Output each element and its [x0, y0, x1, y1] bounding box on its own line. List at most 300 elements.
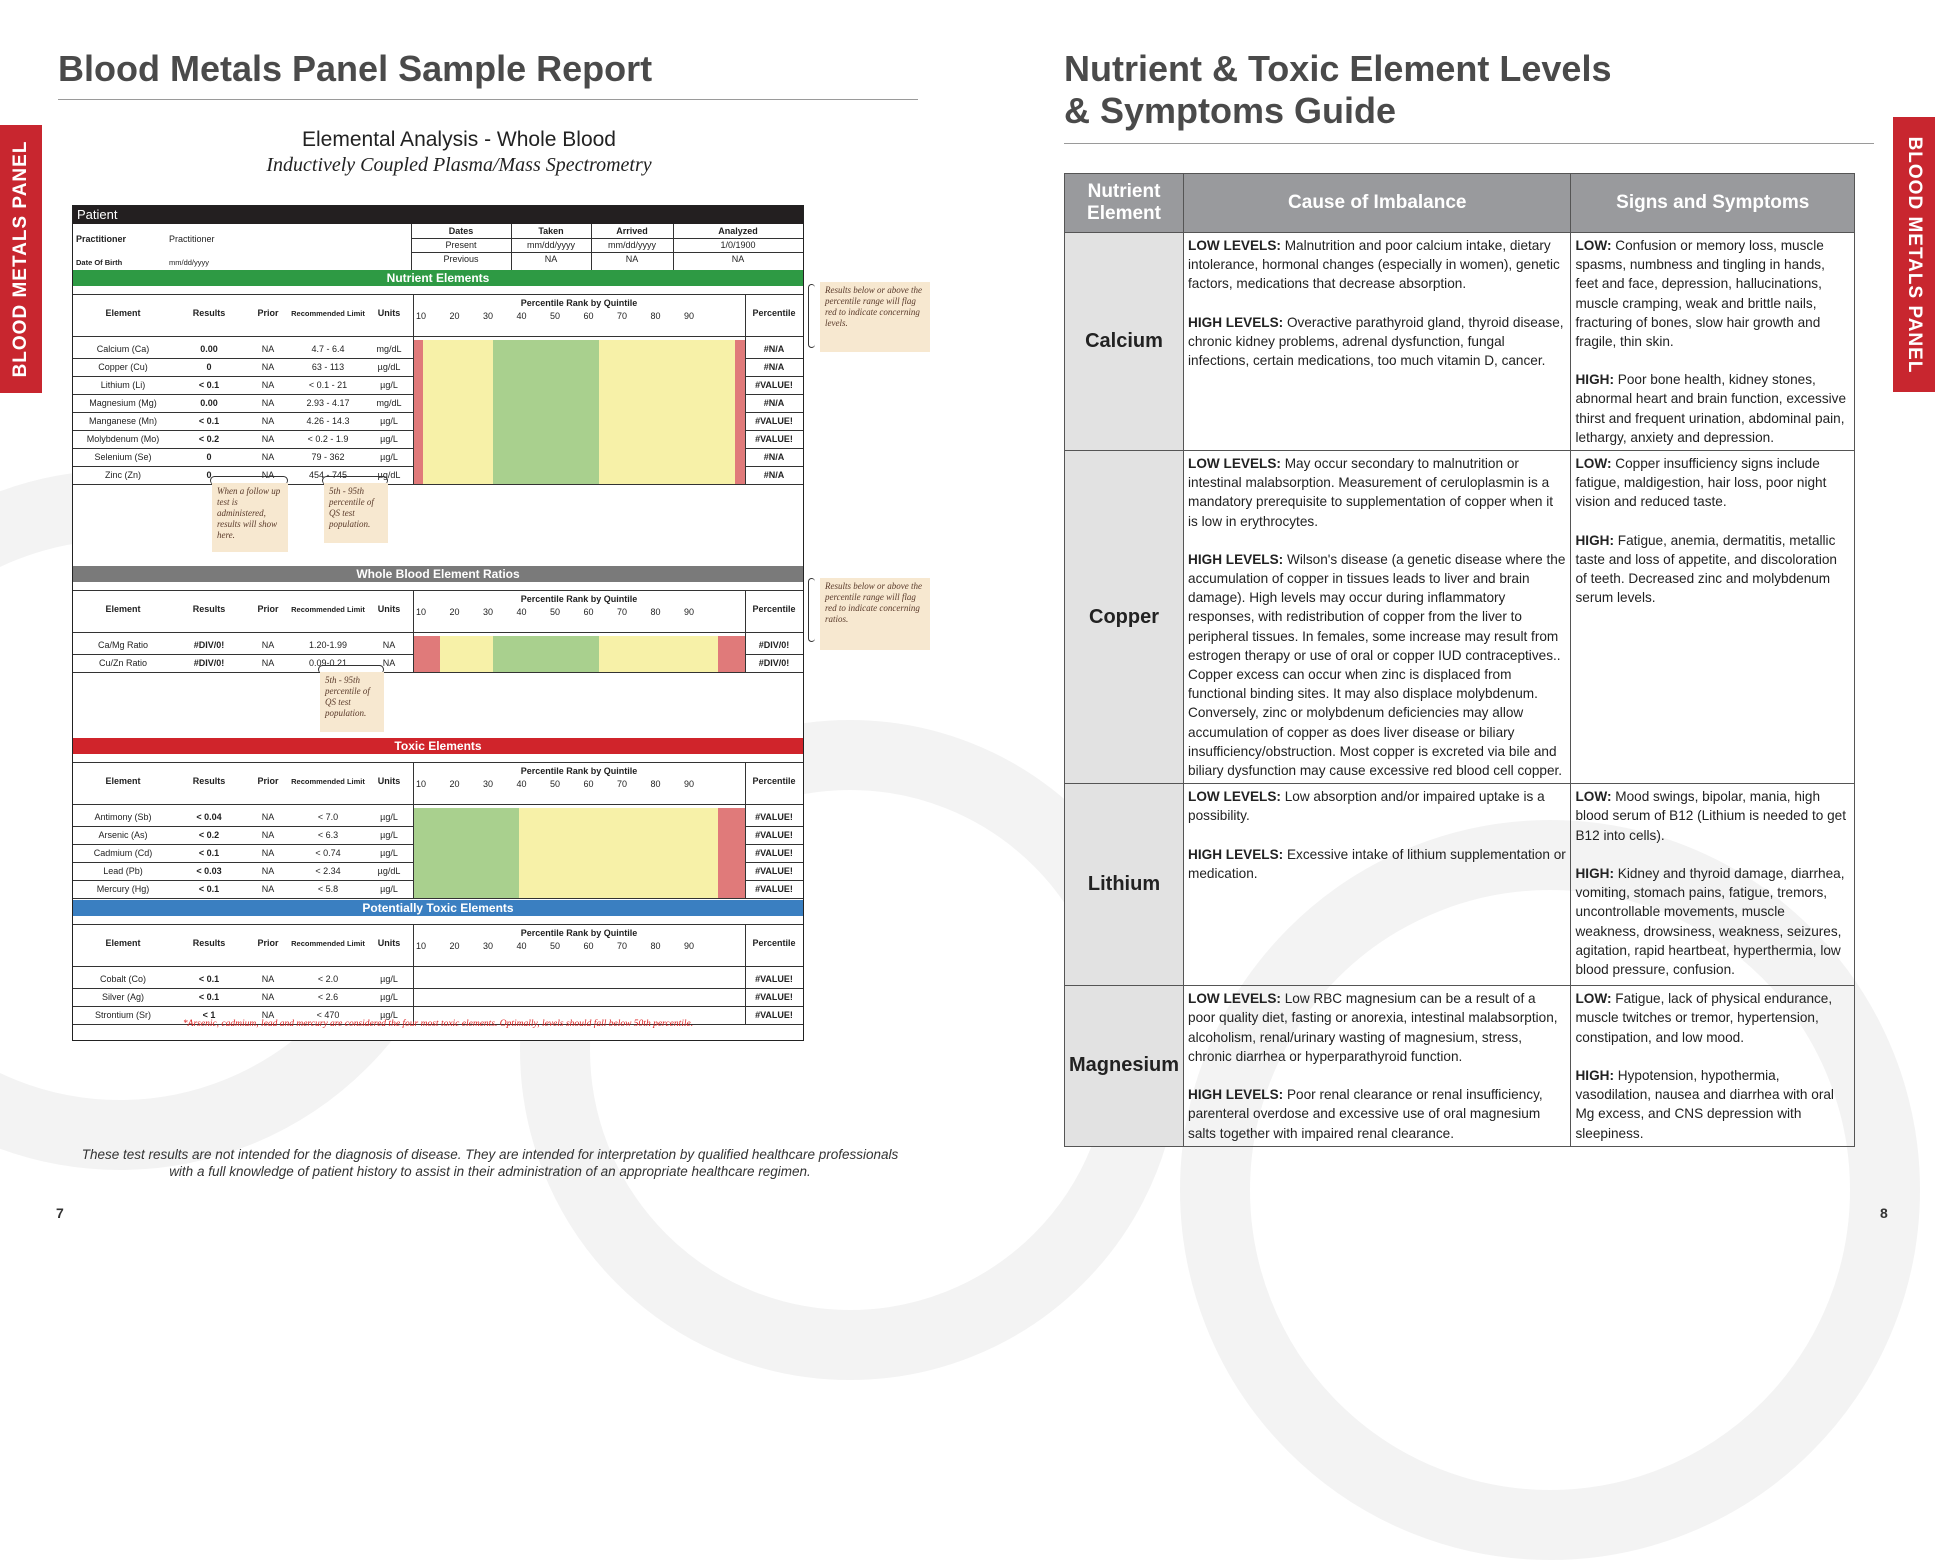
col-header-element: Element	[105, 776, 141, 786]
quintile-label: 60	[583, 311, 594, 321]
percentile-band-yellow	[599, 394, 735, 412]
percentile-band-yellow	[440, 636, 493, 654]
row-line	[73, 484, 803, 485]
report-row	[73, 376, 803, 394]
percentile-band-yellow	[423, 340, 493, 358]
cell-units: µg/L	[380, 416, 398, 426]
sign-high-text: Poor bone health, kidney stones, abnormal heart and brain function, excessive thirst and frequent urination, abdominal pain, lethargy, anxiety and depression.	[1575, 372, 1847, 445]
header-signs: Signs and Symptoms	[1571, 174, 1855, 233]
header-cause: Cause of Imbalance	[1184, 174, 1571, 233]
cell-units: µg/L	[380, 812, 398, 822]
cause-low-text: Malnutrition and poor calcium intake, dietary intolerance, hormonal changes (especially in women), genetic factors, medications that decrease absorption.	[1188, 238, 1560, 292]
quintile-label: 50	[549, 779, 560, 789]
cell-percentile: #VALUE!	[755, 434, 793, 444]
percentile-band-yellow	[423, 430, 493, 448]
quintile-label: 70	[616, 311, 627, 321]
cell-element: Calcium (Ca)	[96, 344, 150, 354]
col-divider	[745, 762, 746, 804]
sign-low-text: Confusion or memory loss, muscle spasms, numbness and tingling in hands, feet and face, depression, hallucinations, muscle cramping, weak and brittle nails, fracturing of bones, slow hair growth and fragile, thin skin.	[1575, 238, 1825, 350]
cell-result: < 0.03	[196, 866, 222, 876]
cell-limit: 63 - 113	[311, 362, 345, 372]
cell-result: < 0.1	[198, 884, 220, 894]
cause-low-label: LOW LEVELS:	[1188, 238, 1281, 253]
quintile-label: 50	[549, 941, 560, 951]
cell-limit: < 0.2 - 1.9	[307, 434, 349, 444]
percentile-band-green	[493, 394, 599, 412]
cause-low	[1188, 454, 1566, 531]
percentile-band-green	[493, 654, 599, 672]
cell-units: µg/L	[380, 848, 398, 858]
cell-limit: < 2.0	[317, 974, 339, 984]
cell-element: Silver (Ag)	[101, 992, 144, 1002]
percentile-band-yellow	[599, 430, 735, 448]
col-header-percentile: Percentile	[752, 604, 796, 614]
cause-cell	[1184, 233, 1571, 451]
col-header-percentile: Percentile	[752, 308, 796, 318]
cell-element: Cadmium (Cd)	[93, 848, 153, 858]
cell-limit: < 7.0	[317, 812, 339, 822]
side-tab-left	[0, 125, 42, 393]
cell-prior: NA	[261, 344, 275, 354]
percentile-band-red	[718, 862, 745, 880]
col-header-results: Results	[192, 776, 226, 786]
side-tab-right	[1893, 117, 1935, 392]
guide-row-lithium	[1065, 784, 1855, 986]
cell-units: µg/L	[380, 884, 398, 894]
report-row	[73, 654, 803, 672]
brace	[808, 578, 815, 642]
quintile-label: 90	[683, 941, 694, 951]
cell-element: Selenium (Se)	[94, 452, 152, 462]
guide-row-copper	[1065, 451, 1855, 784]
quintile-label: 40	[516, 311, 527, 321]
col-header-percentile-rank: Percentile Rank by Quintile	[520, 928, 638, 938]
cell-prior: NA	[261, 992, 275, 1002]
sign-low-text: Fatigue, lack of physical endurance, muscle twitches or tremor, hypertension, constipation, and low mood.	[1575, 991, 1833, 1045]
cell-limit: 1.20-1.99	[308, 640, 348, 650]
cell-percentile: #VALUE!	[755, 884, 793, 894]
left-page-title: Blood Metals Panel Sample Report	[58, 48, 653, 89]
cell-limit: < 0.74	[315, 848, 341, 858]
col-header-prior: Prior	[257, 604, 279, 614]
cell-units: µg/L	[380, 1010, 398, 1020]
percentile-band-green	[413, 880, 519, 898]
cell-limit: < 470	[316, 1010, 340, 1020]
cell-element: Lead (Pb)	[103, 866, 143, 876]
row-line	[73, 898, 803, 899]
quintile-label: 30	[482, 779, 493, 789]
cell-prior: NA	[261, 362, 275, 372]
cell-prior: NA	[261, 416, 275, 426]
cell-units: µg/L	[380, 452, 398, 462]
col-divider	[413, 966, 414, 1024]
col-header-percentile-rank: Percentile Rank by Quintile	[520, 766, 638, 776]
cell-result: < 0.04	[196, 812, 222, 822]
report-footnote: *Arsenic, cadmium, lead and mercury are considered the four most toxic elements. Optimally, levels should fall below 50th percentile.	[182, 1019, 694, 1029]
cell-result: 0	[206, 452, 212, 462]
sign-low	[1575, 787, 1850, 845]
percentile-band-yellow	[599, 376, 735, 394]
cell-element: Manganese (Mn)	[88, 416, 158, 426]
quintile-label: 30	[482, 607, 493, 617]
quintile-label: 10	[415, 779, 426, 789]
cell-element: Arsenic (As)	[98, 830, 148, 840]
percentile-band-yellow	[519, 862, 718, 880]
element-name: Copper	[1065, 451, 1184, 784]
practitioner-value: Practitioner	[169, 234, 215, 244]
cell-units: µg/dL	[377, 362, 401, 372]
quintile-label: 20	[449, 607, 460, 617]
guide-row-magnesium	[1065, 986, 1855, 1146]
cell-result: 0.00	[200, 398, 218, 408]
col-header-results: Results	[192, 604, 226, 614]
guide-row-calcium	[1065, 233, 1855, 451]
side-tab-label: BLOOD METALS PANEL	[10, 140, 31, 378]
cause-high-text: Poor renal clearance or renal insufficiency, parenteral overdose and excessive use of oral magnesium salts together with impaired renal clearance.	[1188, 1087, 1543, 1141]
sign-low-label: LOW:	[1575, 789, 1612, 805]
percentile-band-yellow	[599, 636, 719, 654]
cell-percentile: #N/A	[763, 398, 785, 408]
col-header-percentile: Percentile	[752, 938, 796, 948]
col-header-results: Results	[192, 308, 226, 318]
percentile-band-yellow	[519, 880, 718, 898]
percentile-band-red	[735, 358, 745, 376]
percentile-band-green	[413, 862, 519, 880]
note-percentile-population: 5th - 95th percentile of QS test population.	[324, 483, 388, 543]
col-divider	[745, 336, 746, 484]
percentile-band-red	[735, 430, 745, 448]
cell-units: µg/dL	[377, 866, 401, 876]
percentile-band-yellow	[599, 340, 735, 358]
header-line	[73, 632, 803, 633]
col-divider	[745, 590, 746, 632]
sign-low	[1575, 454, 1850, 512]
sign-low-label: LOW:	[1575, 456, 1612, 472]
percentile-band-yellow	[599, 412, 735, 430]
dates-previous: NA	[625, 254, 639, 264]
cell-result: 0	[206, 362, 212, 372]
percentile-band-red	[413, 358, 423, 376]
header-line	[73, 590, 803, 591]
percentile-band-green	[413, 844, 519, 862]
percentile-band-yellow	[519, 844, 718, 862]
cell-units: µg/L	[380, 830, 398, 840]
percentile-band-yellow	[423, 466, 493, 484]
cell-limit: < 0.1 - 21	[308, 380, 348, 390]
cell-percentile: #DIV/0!	[758, 640, 790, 650]
header-line	[73, 336, 803, 337]
sign-low-text: Copper insufficiency signs include fatigue, maldigestion, hair loss, poor night vision and reduced taste.	[1575, 456, 1827, 510]
percentile-band-yellow	[599, 654, 719, 672]
col-divider	[745, 966, 746, 1024]
cell-prior: NA	[261, 884, 275, 894]
percentile-band-yellow	[599, 448, 735, 466]
col-divider	[745, 924, 746, 966]
percentile-band-red	[718, 654, 745, 672]
sign-high	[1575, 370, 1850, 447]
quintile-label: 80	[650, 779, 661, 789]
cell-result: 0.00	[200, 344, 218, 354]
col-divider	[413, 590, 414, 632]
cell-percentile: #DIV/0!	[758, 658, 790, 668]
cell-result: #DIV/0!	[193, 658, 225, 668]
signs-cell	[1571, 784, 1855, 986]
cell-limit: < 5.8	[317, 884, 339, 894]
report-row	[73, 430, 803, 448]
sign-low	[1575, 236, 1850, 351]
toxic-bar: Toxic Elements	[73, 738, 803, 754]
sign-low-text: Mood swings, bipolar, mania, high blood serum of B12 (Lithium is needed to get B12 into cells).	[1575, 789, 1847, 843]
practitioner-label: Practitioner	[76, 234, 127, 244]
cell-result: < 0.2	[198, 830, 220, 840]
percentile-band-yellow	[519, 808, 718, 826]
col-header-prior: Prior	[257, 308, 279, 318]
dob-value: mm/dd/yyyy	[169, 258, 210, 267]
sample-report	[72, 205, 804, 1041]
col-divider	[413, 294, 414, 336]
percentile-band-green	[493, 412, 599, 430]
cause-low-label: LOW LEVELS:	[1188, 789, 1281, 805]
cell-prior: NA	[261, 398, 275, 408]
element-name: Lithium	[1065, 784, 1184, 986]
percentile-band-green	[413, 826, 519, 844]
col-divider	[413, 336, 414, 484]
cell-prior: NA	[261, 848, 275, 858]
cell-result: < 1	[202, 1010, 216, 1020]
cell-result: < 0.1	[198, 416, 220, 426]
cell-limit: < 2.6	[317, 992, 339, 1002]
percentile-band-red	[413, 448, 423, 466]
report-row	[73, 988, 803, 1006]
cell-units: mg/dL	[376, 398, 402, 408]
report-row	[73, 862, 803, 880]
signs-cell	[1571, 233, 1855, 451]
percentile-band-red	[413, 376, 423, 394]
cell-prior: NA	[261, 640, 275, 650]
cause-low	[1188, 787, 1566, 825]
disclaimer: These test results are not intended for the diagnosis of disease. They are intended for interpretation by qualified healthcare professionals with a full knowledge of patient history to assist in their administration of an appropriate healthcare regimen.	[81, 1147, 899, 1179]
cause-cell	[1184, 451, 1571, 784]
percentile-band-red	[718, 636, 745, 654]
dates-previous: NA	[731, 254, 745, 264]
percentile-band-red	[735, 412, 745, 430]
cell-limit: 79 - 362	[311, 452, 345, 462]
percentile-band-red	[735, 466, 745, 484]
dates-previous: Previous	[443, 254, 479, 264]
percentile-band-red	[735, 394, 745, 412]
percentile-band-green	[493, 466, 599, 484]
cause-high-text: Excessive intake of lithium supplementation or medication.	[1188, 846, 1566, 881]
col-header-percentile-rank: Percentile Rank by Quintile	[520, 298, 638, 308]
cell-percentile: #VALUE!	[755, 1010, 793, 1020]
cell-element: Lithium (Li)	[100, 380, 146, 390]
col-header-units: Units	[377, 604, 401, 614]
quintile-label: 30	[482, 941, 493, 951]
potentially_toxic-bar: Potentially Toxic Elements	[73, 900, 803, 916]
cause-high	[1188, 845, 1566, 883]
cell-result: < 0.1	[198, 974, 220, 984]
col-header-element: Element	[105, 938, 141, 948]
cell-element: Molybdenum (Mo)	[86, 434, 160, 444]
subtitle: Elemental Analysis - Whole Blood	[302, 128, 616, 151]
cell-limit: < 6.3	[317, 830, 339, 840]
percentile-band-red	[735, 340, 745, 358]
header-element: Nutrient Element	[1065, 174, 1184, 233]
cell-result: < 0.1	[198, 992, 220, 1002]
cell-prior: NA	[261, 830, 275, 840]
dates-present: mm/dd/yyyy	[607, 240, 656, 250]
report-row	[73, 412, 803, 430]
cell-percentile: #VALUE!	[755, 992, 793, 1002]
percentile-band-red	[718, 826, 745, 844]
report-row	[73, 636, 803, 654]
dates-present: Present	[445, 240, 477, 250]
col-divider	[745, 804, 746, 898]
cell-percentile: #VALUE!	[755, 830, 793, 840]
quintile-label: 20	[449, 779, 460, 789]
note-follow-up: When a follow up test is administered, results will show here.	[212, 483, 288, 552]
nutrient-bar: Nutrient Elements	[73, 270, 803, 286]
cell-limit: 4.26 - 14.3	[306, 416, 350, 426]
report-row	[73, 880, 803, 898]
col-header-units: Units	[377, 938, 401, 948]
cell-result: < 0.2	[198, 434, 220, 444]
dates-present: 1/0/1900	[720, 240, 756, 250]
quintile-label: 90	[683, 607, 694, 617]
percentile-band-green	[493, 430, 599, 448]
col-header-percentile-rank: Percentile Rank by Quintile	[520, 594, 638, 604]
report-row	[73, 466, 803, 484]
side-tab-label: BLOOD METALS PANEL	[1904, 136, 1925, 373]
quintile-label: 40	[516, 607, 527, 617]
symptoms-guide-table	[1064, 173, 1855, 1147]
col-header-element: Element	[105, 308, 141, 318]
cause-high	[1188, 550, 1566, 780]
cell-percentile: #N/A	[763, 344, 785, 354]
cell-prior: NA	[261, 866, 275, 876]
quintile-label: 40	[516, 941, 527, 951]
percentile-band-yellow	[423, 358, 493, 376]
cause-high	[1188, 313, 1566, 371]
cell-percentile: #VALUE!	[755, 812, 793, 822]
cause-low-text: Low RBC magnesium can be a result of a poor quality diet, fasting or anorexia, intestinal malabsorption, alcoholism, renal/urinary wasting of magnesium, stress, chronic diarrhea or hyperparathyroid function.	[1188, 991, 1558, 1064]
col-header-units: Units	[377, 308, 401, 318]
quintile-label: 80	[650, 311, 661, 321]
signs-cell	[1571, 451, 1855, 784]
cell-element: Cu/Zn Ratio	[98, 658, 148, 668]
percentile-band-green	[493, 358, 599, 376]
element-name: Calcium	[1065, 233, 1184, 451]
cell-units: µg/L	[380, 974, 398, 984]
col-divider	[413, 762, 414, 804]
percentile-band-red	[413, 394, 423, 412]
sign-high	[1575, 531, 1850, 608]
percentile-band-red	[413, 430, 423, 448]
percentile-band-yellow	[440, 654, 493, 672]
dates-header: Taken	[538, 226, 564, 236]
cell-result: < 0.1	[198, 380, 220, 390]
percentile-band-red	[718, 880, 745, 898]
cell-element: Cobalt (Co)	[99, 974, 146, 984]
cause-high-text: Wilson's disease (a genetic disease where the accumulation of copper in tissues leads to liver and brain damage). High levels may occur during inflammatory responses, with redistribution of copper from the liver to peripheral tissues. In females, some increase may result from estrogen therapy or use of oral or copper IUD contraceptives.. Copper excess can occur when zinc is displaced from functional binding sites. It may also displace molybdenum. Conversely, zinc or molybdenum deficiencies may allow accumulation of copper as does liver disease or biliary insufficiency/obstruction. Most copper is excreted via bile and biliary dysfunction may cause excessive red blood cell copper.	[1188, 551, 1566, 779]
cause-high-label: HIGH LEVELS:	[1188, 314, 1284, 330]
report-row	[73, 394, 803, 412]
cause-low-label: LOW LEVELS:	[1188, 456, 1281, 472]
percentile-band-green	[493, 376, 599, 394]
percentile-band-green	[493, 448, 599, 466]
percentile-band-yellow	[423, 448, 493, 466]
quintile-label: 10	[415, 941, 426, 951]
report-row	[73, 844, 803, 862]
header-line	[73, 294, 803, 295]
dates-header: Arrived	[616, 226, 648, 236]
cause-low-label: LOW LEVELS:	[1188, 991, 1281, 1007]
sign-high-text: Kidney and thyroid damage, diarrhea, vomiting, stomach pains, fatigue, tremors, uncontrollable movements, muscle weakness, drowsiness, weakness, seizures, agitation, rapid heartbeat, hyperthermia, low blood pressure, confusion.	[1575, 865, 1845, 977]
cause-high-label: HIGH LEVELS:	[1188, 1087, 1284, 1103]
guide-header-row	[1065, 174, 1855, 233]
cause-high	[1188, 1085, 1566, 1143]
quintile-label: 60	[583, 779, 594, 789]
sign-low	[1575, 989, 1850, 1047]
cell-percentile: #VALUE!	[755, 866, 793, 876]
cell-prior: NA	[261, 658, 275, 668]
cause-high-label: HIGH LEVELS:	[1188, 846, 1284, 862]
right-page-title-line2: & Symptoms Guide	[1064, 90, 1397, 131]
cell-units: µg/dL	[377, 470, 401, 480]
signs-cell	[1571, 986, 1855, 1146]
percentile-band-red	[718, 808, 745, 826]
dates-header: Analyzed	[718, 226, 758, 236]
cell-limit: < 2.34	[315, 866, 341, 876]
col-header-prior: Prior	[257, 938, 279, 948]
cell-limit: 0.09-0.21	[308, 658, 348, 668]
dates-previous: NA	[544, 254, 558, 264]
quintile-label: 20	[449, 941, 460, 951]
cell-prior: NA	[261, 434, 275, 444]
col-divider	[413, 632, 414, 672]
dates-present: mm/dd/yyyy	[526, 240, 575, 250]
right-page-title-line1: Nutrient & Toxic Element Levels	[1064, 48, 1612, 89]
cell-result: 0	[206, 470, 212, 480]
percentile-band-red	[413, 654, 440, 672]
cause-high-label: HIGH LEVELS:	[1188, 551, 1284, 567]
percentile-band-yellow	[423, 376, 493, 394]
col-header-element: Element	[105, 604, 141, 614]
quintile-label: 30	[482, 311, 493, 321]
percentile-band-red	[413, 340, 423, 358]
sign-high	[1575, 864, 1850, 979]
percentile-band-green	[493, 636, 599, 654]
col-header-limit: Recommended Limit	[291, 776, 365, 786]
cell-prior: NA	[261, 974, 275, 984]
row-line	[73, 672, 803, 673]
quintile-label: 80	[650, 607, 661, 617]
percentile-band-red	[718, 844, 745, 862]
method: Inductively Coupled Plasma/Mass Spectrometry	[266, 154, 652, 176]
percentile-band-green	[413, 808, 519, 826]
ratios-bar: Whole Blood Element Ratios	[73, 566, 803, 582]
cell-units: NA	[382, 640, 396, 650]
quintile-label: 60	[583, 941, 594, 951]
quintile-label: 20	[449, 311, 460, 321]
cell-units: NA	[382, 658, 396, 668]
col-header-limit: Recommended Limit	[291, 938, 365, 948]
quintile-label: 90	[683, 311, 694, 321]
quintile-label: 80	[650, 941, 661, 951]
cell-prior: NA	[261, 812, 275, 822]
page-number-left: 7	[56, 1205, 64, 1221]
quintile-label: 40	[516, 779, 527, 789]
